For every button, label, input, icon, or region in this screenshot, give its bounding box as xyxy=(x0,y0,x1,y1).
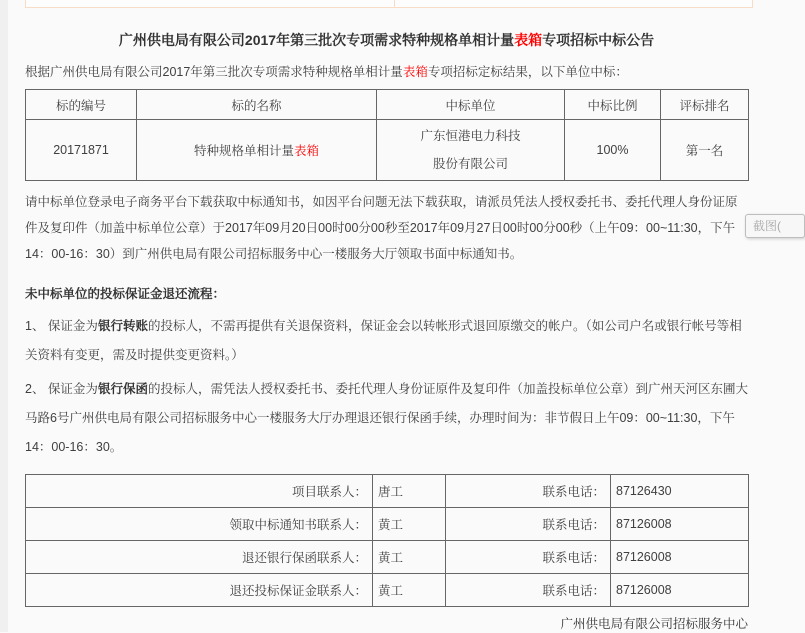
refund-item-1-text: 的投标人，不需再提供有关退保资料，保证金会以转帐形式退回原缴交的帐户。（如公司户名或银行帐号等相关资料有变更，需及时提供变更资料。） xyxy=(25,319,742,362)
phone-number: 87126008 xyxy=(611,508,749,541)
column-header-bid-number: 标的编号 xyxy=(26,90,137,120)
winner-name-line2: 股份有限公司 xyxy=(432,157,508,171)
phone-label: 联系电话： xyxy=(446,475,611,508)
contact-label: 项目联系人： xyxy=(26,475,373,508)
phone-label: 联系电话： xyxy=(446,574,611,607)
refund-item-2 xyxy=(25,375,748,462)
contact-name: 黄工 xyxy=(373,541,446,574)
column-header-ratio: 中标比例 xyxy=(565,90,661,120)
page-title-highlight: 表箱 xyxy=(514,32,543,48)
table-row xyxy=(26,475,749,508)
page-title-text: 专项招标中标公告 xyxy=(542,32,655,48)
award-table-header-row xyxy=(26,90,749,120)
contact-label: 退还投标保证金联系人： xyxy=(26,574,373,607)
contact-label: 领取中标通知书联系人： xyxy=(26,508,373,541)
contact-label: 退还银行保函联系人： xyxy=(26,541,373,574)
subject-name-text: 特种规格单相计量 xyxy=(193,144,294,158)
table-row xyxy=(26,574,749,607)
refund-item-2-text: 2、 保证金为 xyxy=(25,382,98,396)
table-row xyxy=(26,508,749,541)
clipped-top-table-divider xyxy=(394,0,395,7)
refund-item-2-bold: 银行保函 xyxy=(97,382,148,396)
phone-label: 联系电话： xyxy=(446,541,611,574)
subject-name-cell xyxy=(137,120,377,181)
notice-paragraph: 请中标单位登录电子商务平台下载获取中标通知书，如因平台问题无法下载获取，请派员凭法人授权委托书、委托代理人身份证原件及复印件（加盖中标单位公章）于2017年09月20日00时00分00秒至2017年09月27日00时00分00秒（上午09：00~11:30，下午14：00-16：30）到广州供电局有限公司招标服务中心一楼服务大厅领取书面中标通知书。 xyxy=(25,195,738,261)
page-left-gutter xyxy=(0,0,8,632)
column-header-subject-name: 标的名称 xyxy=(137,90,377,120)
intro-paragraph xyxy=(25,62,748,82)
column-header-rank: 评标排名 xyxy=(661,90,749,120)
ratio-cell: 100% xyxy=(565,120,661,181)
issuer-signature: 广州供电局有限公司招标服务中心 xyxy=(560,617,748,631)
refund-item-1-bold: 银行转账 xyxy=(97,319,148,333)
column-header-winner: 中标单位 xyxy=(377,90,565,120)
screenshot-tool-button[interactable]: 截图( xyxy=(745,214,805,238)
refund-item-1-text: 1、 保证金为 xyxy=(25,319,98,333)
winner-cell xyxy=(377,120,565,181)
clipped-top-table-remnant xyxy=(25,0,753,8)
phone-label: 联系电话： xyxy=(446,508,611,541)
award-result-table xyxy=(25,89,749,181)
announcement-document xyxy=(25,0,753,633)
intro-text: 专项招标定标结果，以下单位中标： xyxy=(427,65,628,79)
page-title-text: 广州供电局有限公司2017年第三批次专项需求特种规格单相计量 xyxy=(118,32,515,48)
refund-item-1 xyxy=(25,312,748,370)
intro-highlight: 表箱 xyxy=(402,65,428,79)
page-title xyxy=(25,30,748,50)
contact-name: 黄工 xyxy=(373,574,446,607)
refund-section-heading: 未中标单位的投标保证金退还流程： xyxy=(25,287,226,301)
contact-name: 黄工 xyxy=(373,508,446,541)
award-table-row xyxy=(26,120,749,181)
phone-number: 87126008 xyxy=(611,574,749,607)
phone-number: 87126430 xyxy=(611,475,749,508)
refund-item-2-text: 的投标人，需凭法人授权委托书、委托代理人身份证原件及复印件（加盖投标单位公章）到广州天河区东圃大马路6号广州供电局有限公司招标服务中心一楼服务大厅办理退还银行保函手续，办理时间为：非节假日上午09：00~11:30，下午14：00-16：30。 xyxy=(25,382,748,454)
contacts-table xyxy=(25,474,749,607)
bid-number-cell: 20171871 xyxy=(26,120,137,181)
intro-text: 根据广州供电局有限公司2017年第三批次专项需求特种规格单相计量 xyxy=(25,65,403,79)
rank-cell: 第一名 xyxy=(661,120,749,181)
winner-name-line1: 广东恒港电力科技 xyxy=(420,129,521,143)
contact-name: 唐工 xyxy=(373,475,446,508)
subject-name-highlight: 表箱 xyxy=(294,144,320,158)
phone-number: 87126008 xyxy=(611,541,749,574)
table-row xyxy=(26,541,749,574)
